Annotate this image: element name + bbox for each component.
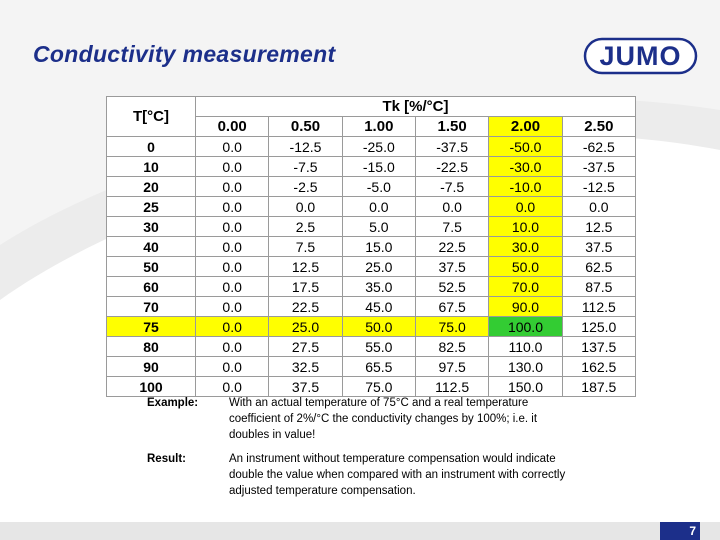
table-row <box>107 357 636 377</box>
table-row <box>107 317 636 337</box>
value-cell: 22.5 <box>269 297 342 317</box>
value-cell: 0.0 <box>196 277 269 297</box>
temperature-cell: 60 <box>107 277 196 297</box>
value-cell: 2.5 <box>269 217 342 237</box>
temperature-cell: 30 <box>107 217 196 237</box>
slide-title: Conductivity measurement <box>33 41 336 67</box>
value-cell: 37.5 <box>562 237 635 257</box>
value-cell: 125.0 <box>562 317 635 337</box>
value-cell: -25.0 <box>342 137 415 157</box>
value-cell: 112.5 <box>415 377 488 397</box>
value-cell: 17.5 <box>269 277 342 297</box>
temperature-cell: 40 <box>107 237 196 257</box>
temperature-cell: 70 <box>107 297 196 317</box>
value-cell: 100.0 <box>489 317 562 337</box>
temperature-coefficient-table <box>106 96 636 397</box>
table-row <box>107 277 636 297</box>
value-cell: 37.5 <box>269 377 342 397</box>
value-cell: 0.0 <box>489 197 562 217</box>
table-row <box>107 257 636 277</box>
table-row <box>107 237 636 257</box>
value-cell: 0.0 <box>196 157 269 177</box>
value-cell: 75.0 <box>342 377 415 397</box>
example-text: With an actual temperature of 75°C and a real temperature coefficient of 2%/°C the conductivity changes by 100%; i.e. it doubles in value! <box>229 397 538 441</box>
value-cell: 37.5 <box>415 257 488 277</box>
value-cell: 27.5 <box>269 337 342 357</box>
value-cell: 52.5 <box>415 277 488 297</box>
temperature-cell: 90 <box>107 357 196 377</box>
value-cell: 10.0 <box>489 217 562 237</box>
value-cell: -7.5 <box>415 177 488 197</box>
value-cell: 0.0 <box>269 197 342 217</box>
value-cell: 75.0 <box>415 317 488 337</box>
temperature-cell: 75 <box>107 317 196 337</box>
value-cell: 90.0 <box>489 297 562 317</box>
value-cell: 7.5 <box>269 237 342 257</box>
jumo-logo <box>583 37 698 75</box>
value-cell: 62.5 <box>562 257 635 277</box>
tk-value-header: 2.00 <box>489 117 562 137</box>
value-cell: -5.0 <box>342 177 415 197</box>
table-row <box>107 157 636 177</box>
value-cell: 0.0 <box>196 217 269 237</box>
value-cell: 12.5 <box>269 257 342 277</box>
tk-header: Tk [%/°C] <box>196 97 636 117</box>
value-cell: 65.5 <box>342 357 415 377</box>
value-cell: 67.5 <box>415 297 488 317</box>
value-cell: 7.5 <box>415 217 488 237</box>
temperature-cell: 20 <box>107 177 196 197</box>
temperature-cell: 0 <box>107 137 196 157</box>
value-cell: -7.5 <box>269 157 342 177</box>
value-cell: 55.0 <box>342 337 415 357</box>
value-cell: 0.0 <box>196 237 269 257</box>
value-cell: 0.0 <box>196 317 269 337</box>
value-cell: 0.0 <box>196 137 269 157</box>
temperature-cell: 10 <box>107 157 196 177</box>
value-cell: 97.5 <box>415 357 488 377</box>
value-cell: 162.5 <box>562 357 635 377</box>
table-row <box>107 297 636 317</box>
value-cell: 50.0 <box>342 317 415 337</box>
value-cell: -12.5 <box>562 177 635 197</box>
value-cell: 0.0 <box>196 297 269 317</box>
value-cell: 87.5 <box>562 277 635 297</box>
table-row <box>107 377 636 397</box>
table-row <box>107 217 636 237</box>
value-cell: 22.5 <box>415 237 488 257</box>
logo-text: JUMO <box>599 40 682 71</box>
table-row <box>107 337 636 357</box>
value-cell: 30.0 <box>489 237 562 257</box>
table-body <box>107 137 636 397</box>
result-note <box>147 451 587 499</box>
value-cell: -37.5 <box>562 157 635 177</box>
value-cell: 112.5 <box>562 297 635 317</box>
value-cell: 137.5 <box>562 337 635 357</box>
example-note <box>147 395 587 443</box>
value-cell: 0.0 <box>196 337 269 357</box>
value-cell: 50.0 <box>489 257 562 277</box>
temperature-cell: 50 <box>107 257 196 277</box>
value-cell: 0.0 <box>196 357 269 377</box>
value-cell: 15.0 <box>342 237 415 257</box>
value-cell: -10.0 <box>489 177 562 197</box>
tk-value-header: 1.50 <box>415 117 488 137</box>
value-cell: 5.0 <box>342 217 415 237</box>
example-label: Example: <box>147 397 199 409</box>
value-cell: -22.5 <box>415 157 488 177</box>
value-cell: 0.0 <box>196 177 269 197</box>
t-header: T[°C] <box>107 97 196 137</box>
value-cell: 12.5 <box>562 217 635 237</box>
value-cell: 110.0 <box>489 337 562 357</box>
value-cell: 35.0 <box>342 277 415 297</box>
table-header-row <box>107 97 636 117</box>
value-cell: 130.0 <box>489 357 562 377</box>
value-cell: 0.0 <box>562 197 635 217</box>
value-cell: -2.5 <box>269 177 342 197</box>
value-cell: 32.5 <box>269 357 342 377</box>
temperature-cell: 25 <box>107 197 196 217</box>
value-cell: -50.0 <box>489 137 562 157</box>
page-number: 7 <box>660 522 700 540</box>
value-cell: -37.5 <box>415 137 488 157</box>
result-text: An instrument without temperature compensation would indicate double the value when compared with an instrument with correctly adjusted temperature compensation. <box>229 453 566 497</box>
value-cell: 0.0 <box>196 377 269 397</box>
value-cell: 25.0 <box>269 317 342 337</box>
value-cell: 0.0 <box>196 257 269 277</box>
result-label: Result: <box>147 453 186 465</box>
value-cell: 0.0 <box>415 197 488 217</box>
temperature-cell: 80 <box>107 337 196 357</box>
value-cell: 0.0 <box>196 197 269 217</box>
table-row <box>107 137 636 157</box>
table-row <box>107 177 636 197</box>
value-cell: 82.5 <box>415 337 488 357</box>
value-cell: -30.0 <box>489 157 562 177</box>
table-row <box>107 197 636 217</box>
value-cell: 187.5 <box>562 377 635 397</box>
value-cell: -15.0 <box>342 157 415 177</box>
tk-table-container <box>106 96 636 395</box>
value-cell: 25.0 <box>342 257 415 277</box>
value-cell: -62.5 <box>562 137 635 157</box>
tk-value-header: 0.50 <box>269 117 342 137</box>
value-cell: -12.5 <box>269 137 342 157</box>
value-cell: 150.0 <box>489 377 562 397</box>
tk-value-header: 0.00 <box>196 117 269 137</box>
temperature-cell: 100 <box>107 377 196 397</box>
value-cell: 0.0 <box>342 197 415 217</box>
notes-section <box>147 395 587 507</box>
value-cell: 45.0 <box>342 297 415 317</box>
value-cell: 70.0 <box>489 277 562 297</box>
footer-bar <box>0 522 720 540</box>
tk-value-header: 2.50 <box>562 117 635 137</box>
tk-value-header: 1.00 <box>342 117 415 137</box>
